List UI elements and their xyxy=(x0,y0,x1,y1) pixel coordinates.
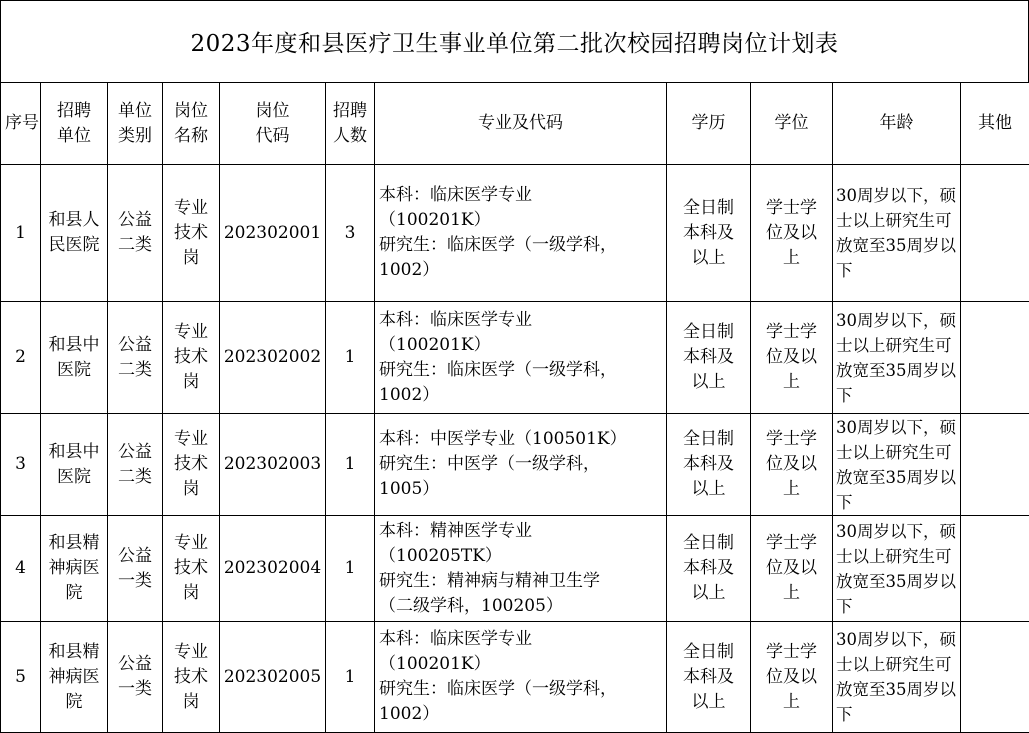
cell-age: 30周岁以下，硕士以上研究生可放宽至35周岁以下 xyxy=(833,302,961,414)
cell-count: 3 xyxy=(326,165,375,302)
major-line: （100201K） xyxy=(379,333,663,358)
cell-other xyxy=(961,165,1029,302)
recruitment-table xyxy=(0,82,1029,733)
cell-age: 30周岁以下，硕士以上研究生可放宽至35周岁以下 xyxy=(833,516,961,622)
cell-count: 1 xyxy=(326,516,375,622)
header-major: 专业及代码 xyxy=(375,83,667,165)
table-header-row xyxy=(1,83,1029,165)
table-row xyxy=(1,414,1029,516)
cell-post-code: 202302005 xyxy=(220,622,326,733)
major-line: 研究生：临床医学（一级学科， xyxy=(379,233,663,258)
header-seq: 序号 xyxy=(1,83,41,165)
cell-unit-type: 公益二类 xyxy=(108,302,163,414)
table-row xyxy=(1,165,1029,302)
cell-other xyxy=(961,302,1029,414)
cell-post-name: 专业技术岗 xyxy=(163,622,220,733)
cell-unit-type: 公益一类 xyxy=(108,622,163,733)
table-row xyxy=(1,516,1029,622)
cell-degree: 学士学位及以上 xyxy=(751,414,833,516)
cell-age: 30周岁以下，硕士以上研究生可放宽至35周岁以下 xyxy=(833,414,961,516)
header-other: 其他 xyxy=(961,83,1029,165)
cell-seq: 3 xyxy=(1,414,41,516)
cell-education: 全日制本科及以上 xyxy=(667,414,751,516)
cell-unit-type: 公益二类 xyxy=(108,414,163,516)
cell-post-name: 专业技术岗 xyxy=(163,165,220,302)
major-line: 1002） xyxy=(379,702,663,727)
cell-major xyxy=(375,165,667,302)
cell-degree: 学士学位及以上 xyxy=(751,516,833,622)
cell-degree: 学士学位及以上 xyxy=(751,165,833,302)
cell-degree: 学士学位及以上 xyxy=(751,622,833,733)
page-title: 2023年度和县医疗卫生事业单位第二批次校园招聘岗位计划表 xyxy=(0,0,1029,82)
cell-seq: 4 xyxy=(1,516,41,622)
cell-education: 全日制本科及以上 xyxy=(667,516,751,622)
cell-post-code: 202302001 xyxy=(220,165,326,302)
cell-count: 1 xyxy=(326,622,375,733)
cell-unit: 和县精神病医院 xyxy=(41,516,108,622)
cell-post-name: 专业技术岗 xyxy=(163,516,220,622)
major-line: （100205TK） xyxy=(379,544,663,569)
cell-post-code: 202302003 xyxy=(220,414,326,516)
cell-major xyxy=(375,414,667,516)
cell-major xyxy=(375,302,667,414)
table-row xyxy=(1,622,1029,733)
cell-count: 1 xyxy=(326,414,375,516)
major-line: 1002） xyxy=(379,258,663,283)
major-line: 研究生：临床医学（一级学科， xyxy=(379,358,663,383)
major-line: 研究生：临床医学（一级学科， xyxy=(379,677,663,702)
cell-education: 全日制本科及以上 xyxy=(667,302,751,414)
major-line: 本科：精神医学专业 xyxy=(379,519,663,544)
cell-seq: 2 xyxy=(1,302,41,414)
cell-degree: 学士学位及以上 xyxy=(751,302,833,414)
cell-post-name: 专业技术岗 xyxy=(163,302,220,414)
cell-count: 1 xyxy=(326,302,375,414)
major-line: 本科：中医学专业（100501K） xyxy=(379,427,663,452)
header-degree: 学位 xyxy=(751,83,833,165)
table-row xyxy=(1,302,1029,414)
cell-education: 全日制本科及以上 xyxy=(667,622,751,733)
major-line: （100201K） xyxy=(379,208,663,233)
header-age: 年龄 xyxy=(833,83,961,165)
cell-age: 30周岁以下，硕士以上研究生可放宽至35周岁以下 xyxy=(833,622,961,733)
cell-unit: 和县精神病医院 xyxy=(41,622,108,733)
cell-post-code: 202302002 xyxy=(220,302,326,414)
cell-major xyxy=(375,516,667,622)
cell-seq: 5 xyxy=(1,622,41,733)
cell-education: 全日制本科及以上 xyxy=(667,165,751,302)
cell-age: 30周岁以下，硕士以上研究生可放宽至35周岁以下 xyxy=(833,165,961,302)
cell-other xyxy=(961,622,1029,733)
cell-post-name: 专业技术岗 xyxy=(163,414,220,516)
cell-other xyxy=(961,516,1029,622)
cell-major xyxy=(375,622,667,733)
header-post-name: 岗位名称 xyxy=(163,83,220,165)
header-count: 招聘人数 xyxy=(326,83,375,165)
major-line: 本科：临床医学专业 xyxy=(379,183,663,208)
header-unit: 招聘单位 xyxy=(41,83,108,165)
major-line: （二级学科，100205） xyxy=(379,594,663,619)
major-line: 研究生：中医学（一级学科， xyxy=(379,452,663,477)
major-line: 研究生：精神病与精神卫生学 xyxy=(379,569,663,594)
major-line: 本科：临床医学专业 xyxy=(379,627,663,652)
cell-unit: 和县人民医院 xyxy=(41,165,108,302)
cell-unit: 和县中医院 xyxy=(41,302,108,414)
cell-post-code: 202302004 xyxy=(220,516,326,622)
cell-seq: 1 xyxy=(1,165,41,302)
header-education: 学历 xyxy=(667,83,751,165)
header-unit-type: 单位类别 xyxy=(108,83,163,165)
cell-other xyxy=(961,414,1029,516)
header-post-code: 岗位代码 xyxy=(220,83,326,165)
major-line: 1002） xyxy=(379,383,663,408)
major-line: 1005） xyxy=(379,477,663,502)
major-line: （100201K） xyxy=(379,652,663,677)
cell-unit-type: 公益二类 xyxy=(108,165,163,302)
cell-unit-type: 公益一类 xyxy=(108,516,163,622)
major-line: 本科：临床医学专业 xyxy=(379,308,663,333)
cell-unit: 和县中医院 xyxy=(41,414,108,516)
